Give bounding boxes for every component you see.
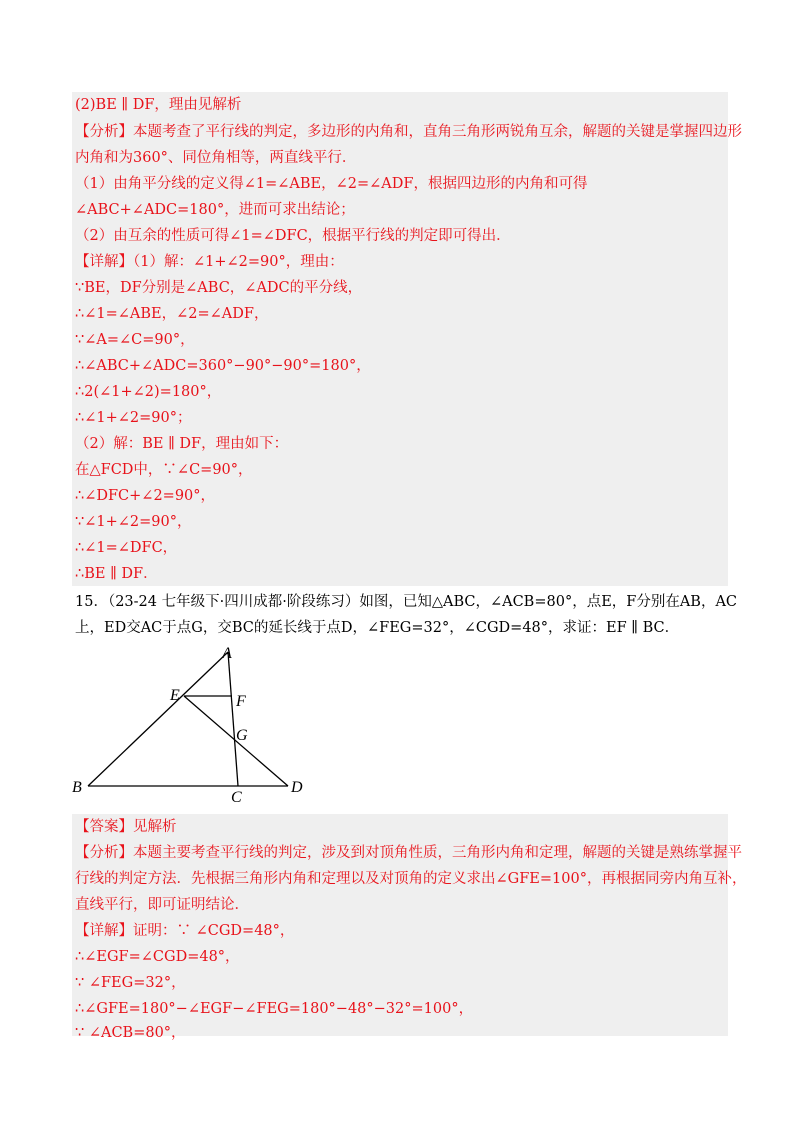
analysis-line: 【分析】本题考查了平行线的判定，多边形的内角和，直角三角形两锐角互余，解题的关键是掌握四边形 bbox=[75, 124, 742, 140]
detail-line: ∴∠EGF=∠CGD=48°， bbox=[75, 949, 240, 965]
segment-ab bbox=[88, 652, 228, 786]
detail-line: ∴2(∠1+∠2)=180°， bbox=[75, 384, 222, 400]
question-15-line-2: 上，ED交AC于点G，交BC的延长线于点D，∠FEG=32°，∠CGD=48°，求证：EF ∥ BC． bbox=[75, 620, 680, 636]
detail-line: 【详解】证明：∵ ∠CGD=48°， bbox=[75, 923, 295, 939]
detail-line: ∴∠1=∠ABE，∠2=∠ADF， bbox=[75, 306, 269, 322]
question-15-line-1: 15．（23-24 七年级下·四川成都·阶段练习）如图，已知△ABC，∠ACB=80°，点E，F分别在AB，AC bbox=[75, 594, 738, 610]
detail-line: ∴∠DFC+∠2=90°， bbox=[75, 488, 216, 504]
detail-line: （2）解：BE ∥ DF，理由如下： bbox=[75, 436, 289, 452]
detail-line: 【详解】（1）解：∠1+∠2=90°，理由： bbox=[75, 254, 344, 270]
answer-line: 【答案】见解析 bbox=[75, 819, 177, 835]
detail-line: 在△FCD中，∵∠C=90°， bbox=[75, 462, 253, 478]
geometry-figure bbox=[60, 640, 320, 810]
label-e: E bbox=[170, 687, 180, 704]
label-b: B bbox=[72, 779, 82, 796]
detail-line: ∴∠GFE=180°−∠EGF−∠FEG=180°−48°−32°=100°， bbox=[75, 1001, 474, 1017]
detail-line: ∴BE ∥ DF． bbox=[75, 566, 158, 582]
detail-line: ∵ ∠ACB=80°， bbox=[75, 1025, 186, 1041]
label-g: G bbox=[236, 727, 248, 744]
segment-ac bbox=[228, 652, 238, 786]
detail-line: ∵∠A=∠C=90°， bbox=[75, 332, 195, 348]
analysis-line: 直线平行，即可证明结论． bbox=[75, 897, 249, 913]
analysis-line: （2）由互余的性质可得∠1=∠DFC，根据平行线的判定即可得出． bbox=[75, 228, 511, 244]
detail-line: ∵∠1+∠2=90°， bbox=[75, 514, 192, 530]
analysis-line: （1）由角平分线的定义得∠1=∠ABE，∠2=∠ADF，根据四边形的内角和可得 bbox=[75, 176, 588, 192]
detail-line: ∴∠ABC+∠ADC=360°−90°−90°=180°， bbox=[75, 358, 371, 374]
label-c: C bbox=[231, 789, 242, 806]
label-f: F bbox=[236, 693, 246, 710]
analysis-line: 内角和为360°、同位角相等，两直线平行． bbox=[75, 150, 357, 166]
analysis-line: ∠ABC+∠ADC=180°，进而可求出结论； bbox=[75, 202, 355, 218]
detail-line: ∵ ∠FEG=32°， bbox=[75, 975, 186, 991]
detail-line: ∴∠1=∠DFC， bbox=[75, 540, 178, 556]
label-d: D bbox=[291, 779, 303, 796]
detail-line: ∴∠1+∠2=90°； bbox=[75, 410, 192, 426]
answer-line: (2)BE ∥ DF，理由见解析 bbox=[75, 97, 242, 113]
detail-line: ∵BE，DF分别是∠ABC，∠ADC的平分线， bbox=[75, 280, 363, 296]
analysis-line: 【分析】本题主要考查平行线的判定，涉及到对顶角性质，三角形内角和定理，解题的关键是熟练掌握平 bbox=[75, 845, 742, 861]
analysis-line: 行线的判定方法．先根据三角形内角和定理以及对顶角的定义求出∠GFE=100°，再根据同旁内角互补， bbox=[75, 871, 747, 887]
label-a: A bbox=[222, 645, 232, 662]
